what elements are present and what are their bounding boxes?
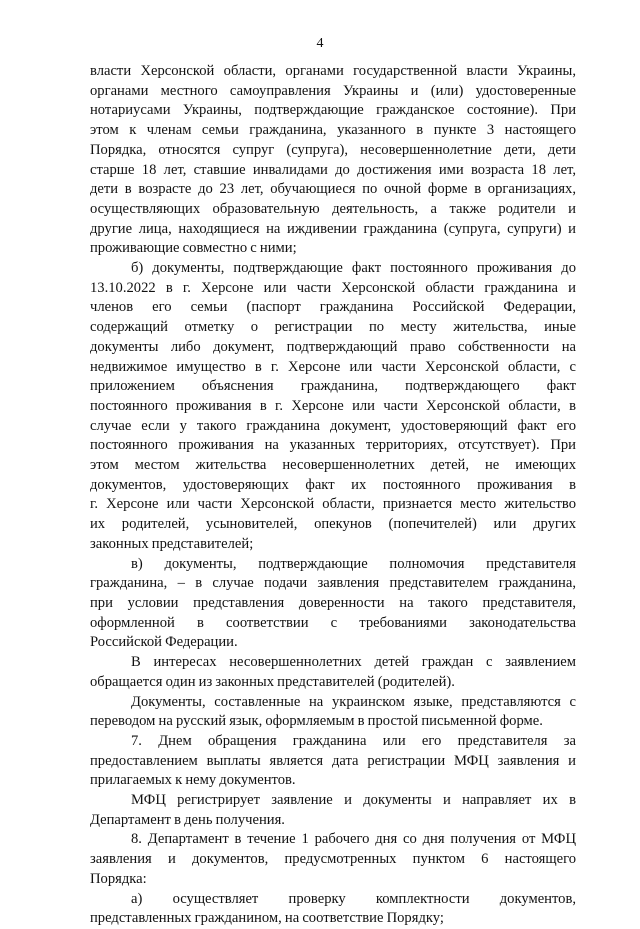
text-line: власти Херсонской области, органами государственной власти Украины, — [90, 63, 576, 79]
text-line: представленных гражданином, на соответствие Порядку; — [90, 910, 444, 927]
text-line: Департамент в день получения. — [90, 811, 285, 828]
text-line: недвижимое имущество в г. Херсоне или части Херсонской области, с — [90, 358, 576, 375]
text-line: нотариусами Украины, подтверждающие гражданское состояние). При — [90, 102, 576, 119]
text-line: г. Херсоне или части Херсонской области, признается место жительство — [90, 496, 576, 513]
text-line: оформленной в соответствии с требованиями законодательства — [90, 614, 576, 631]
text-line: постоянного проживания в г. Херсоне или части Херсонской области, в — [90, 397, 576, 414]
text-line: в) документы, подтверждающие полномочия представителя — [131, 555, 576, 572]
text-line: заявления и документов, предусмотренных пунктом 6 настоящего — [90, 851, 576, 868]
text-line: б) документы, подтверждающие факт постоянного проживания до — [131, 260, 576, 277]
text-line: Порядка, относятся супруг (супруга), несовершеннолетние дети, дети — [90, 141, 576, 158]
text-line: предоставлением выплаты является дата регистрации МФЦ заявления и — [90, 752, 576, 769]
text-line: случае если у такого гражданина документ, удостоверяющий факт его — [90, 417, 576, 434]
text-line: дети в возрасте до 23 лет, обучающиеся по очной форме в организациях, — [90, 181, 576, 198]
text-line: прилагаемых к нему документов. — [90, 772, 296, 789]
page-number: 4 — [316, 36, 324, 51]
document-body — [90, 62, 576, 929]
text-line: другие лица, находящиеся на иждивении гражданина (супруга, супруги) и — [90, 220, 576, 237]
text-line: 8. Департамент в течение 1 рабочего дня со дня получения от МФЦ — [131, 831, 576, 848]
text-line: их родителей, усыновителей, опекунов (попечителей) или других — [90, 516, 576, 533]
text-line: документы либо документ, подтверждающий право собственности на — [90, 338, 576, 355]
text-line: этом к членам семьи гражданина, указанного в пункте 3 настоящего — [90, 122, 576, 139]
text-line: органами местного самоуправления Украины и (или) удостоверенные — [90, 82, 576, 99]
text-line: обращается один из законных представителей (родителей). — [90, 673, 455, 690]
text-line: при условии представления доверенности на такого представителя, — [90, 594, 576, 611]
text-line: членов его семьи (паспорт гражданина Российской Федерации, — [90, 299, 576, 316]
text-line: содержащий отметку о регистрации по месту жительства, иные — [90, 319, 576, 336]
text-line: 7. Днем обращения гражданина или его представителя за — [131, 732, 576, 749]
text-line: старше 18 лет, ставшие инвалидами до достижения ими возраста 18 лет, — [90, 161, 576, 178]
text-line: переводом на русский язык, оформляемым в простой письменной форме. — [90, 713, 543, 730]
text-line: МФЦ регистрирует заявление и документы и направляет их в — [131, 792, 576, 809]
text-line: Российской Федерации. — [90, 634, 238, 651]
text-line: В интересах несовершеннолетних детей граждан с заявлением — [131, 654, 576, 671]
text-line: этом местом жительства несовершеннолетних детей, не имеющих — [90, 457, 576, 474]
text-line: гражданина, – в случае подачи заявления представителем гражданина, — [90, 575, 576, 592]
text-line: законных представителей; — [90, 535, 254, 552]
text-line: документов, удостоверяющих факт их постоянного проживания в — [90, 476, 576, 493]
text-line: Порядка: — [90, 870, 147, 887]
text-line: приложением объяснения гражданина, подтверждающего факт — [90, 378, 576, 395]
text-line: а) осуществляет проверку комплектности документов, — [131, 890, 576, 907]
text-line: проживающие совместно с ними; — [90, 240, 297, 257]
text-line: постоянного проживания на указанных территориях, отсутствует). При — [90, 437, 576, 454]
text-line: 13.10.2022 в г. Херсоне или части Херсонской области гражданина и — [90, 279, 576, 296]
text-line: Документы, составленные на украинском языке, представляются с — [131, 693, 576, 710]
text-line: осуществляющих образовательную деятельность, а также родители и — [90, 200, 576, 217]
